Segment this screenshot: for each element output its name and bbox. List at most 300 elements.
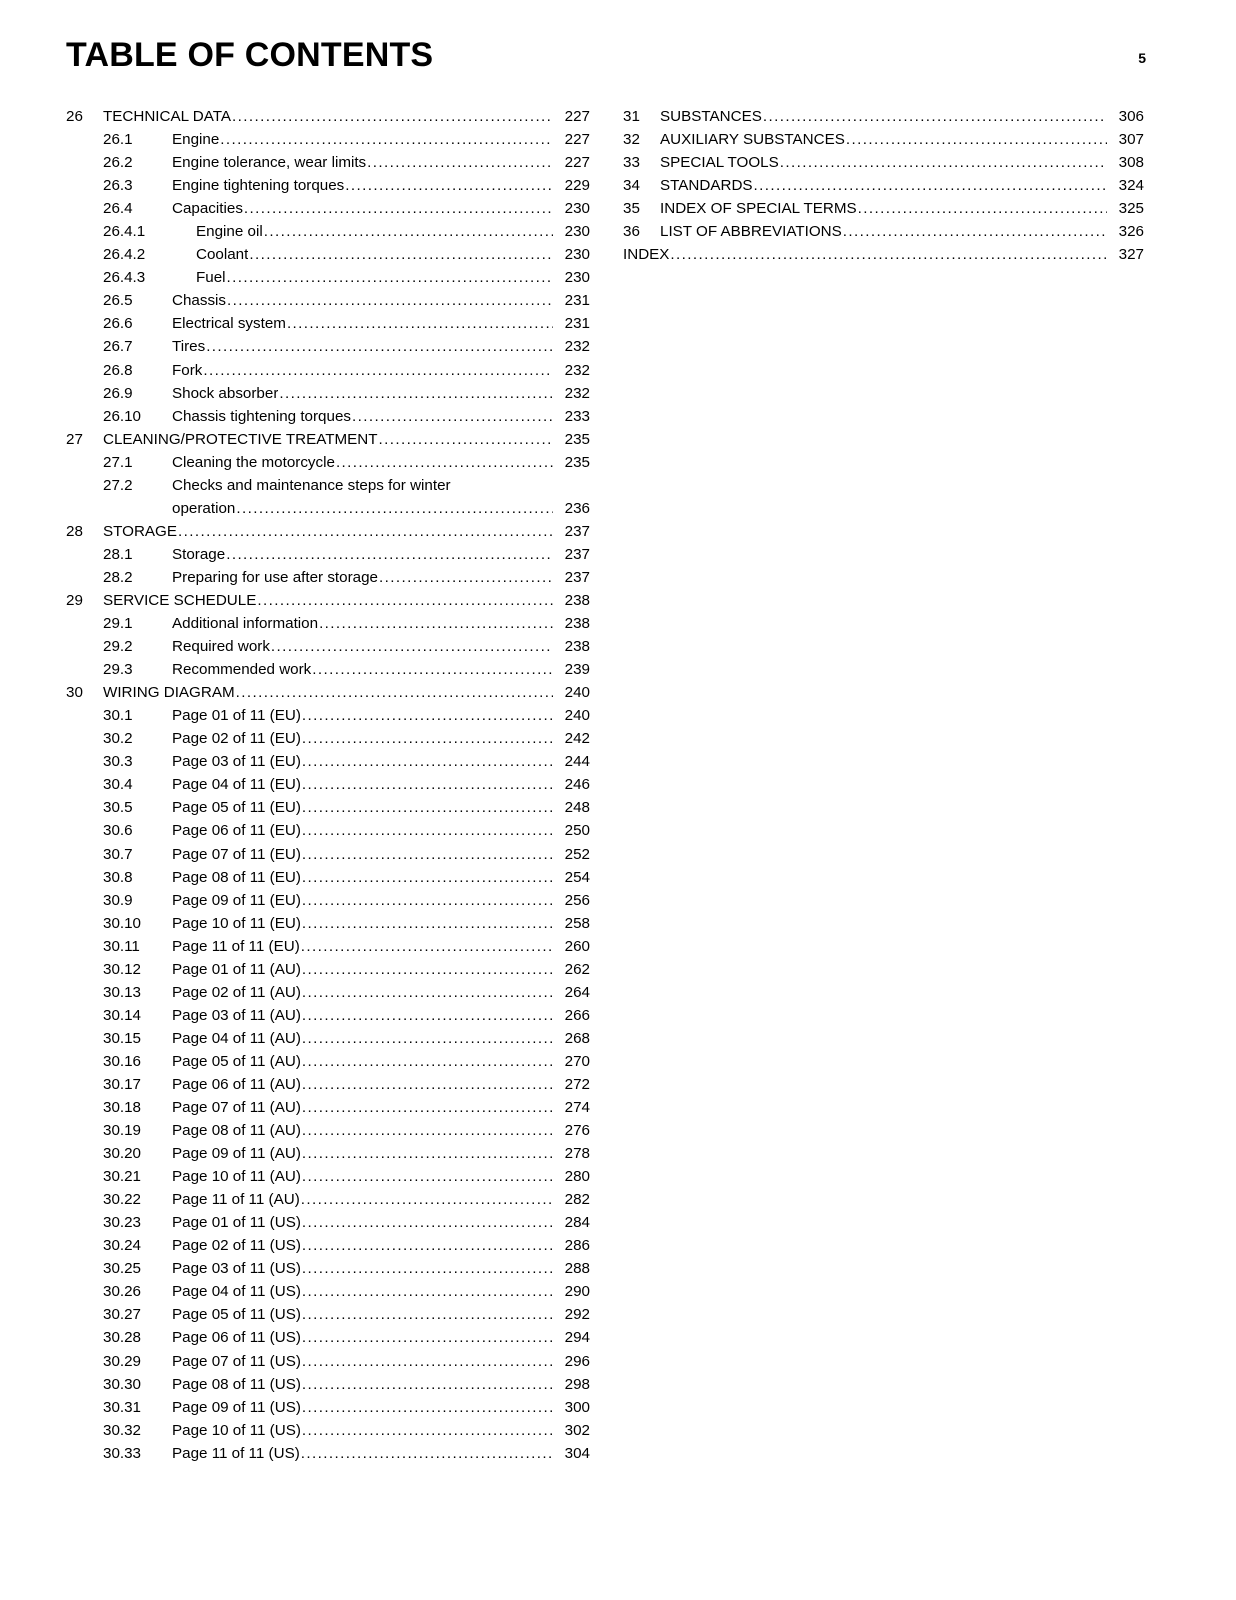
dot-leader	[302, 1419, 553, 1442]
toc-entry[interactable]	[66, 359, 590, 382]
toc-entry-page: 256	[564, 891, 590, 909]
toc-entry-number: 26.1	[103, 131, 133, 149]
toc-entry-body	[172, 359, 590, 382]
dot-leader	[279, 382, 553, 405]
dot-leader	[754, 174, 1107, 197]
toc-entry[interactable]	[66, 635, 590, 658]
toc-entry-page: 232	[564, 338, 590, 356]
toc-entry[interactable]	[623, 105, 1144, 128]
toc-entry-body	[172, 128, 590, 151]
toc-entry-number: 28.1	[103, 545, 133, 563]
toc-entry-label: SPECIAL TOOLS	[660, 154, 779, 172]
dot-leader	[302, 1004, 553, 1027]
toc-entry[interactable]	[66, 1280, 590, 1303]
toc-entry-body	[172, 912, 590, 935]
toc-entry[interactable]	[66, 1419, 590, 1442]
toc-entry-page: 286	[564, 1237, 590, 1255]
toc-entry-page: 308	[1118, 154, 1144, 172]
dot-leader	[312, 658, 553, 681]
toc-entry-number: 30.18	[103, 1099, 142, 1117]
dot-leader	[257, 589, 553, 612]
toc-entry-label: Page 09 of 11 (AU)	[172, 1145, 301, 1163]
toc-entry-body	[172, 843, 590, 866]
toc-entry-body	[172, 889, 590, 912]
toc-entry-label: Engine tightening torques	[172, 177, 345, 195]
dot-leader	[302, 912, 553, 935]
toc-entry[interactable]	[66, 1257, 590, 1280]
toc-entry-number: 30.29	[103, 1352, 142, 1370]
toc-entry-page: 230	[564, 223, 590, 241]
toc-entry-body	[172, 1373, 590, 1396]
toc-entry[interactable]	[66, 1303, 590, 1326]
toc-entry-body	[172, 866, 590, 889]
toc-entry-number: 30.26	[103, 1283, 142, 1301]
toc-entry-label: WIRING DIAGRAM	[103, 684, 235, 702]
toc-entry-label: Tires	[172, 338, 206, 356]
dot-leader	[302, 1142, 553, 1165]
toc-entry-number: 26.4.2	[103, 246, 146, 264]
toc-entry-number: 27.2	[103, 476, 133, 494]
dot-leader	[232, 105, 553, 128]
toc-entry[interactable]	[66, 197, 590, 220]
toc-entry-body	[103, 589, 590, 612]
toc-entry-number: 26.6	[103, 315, 133, 333]
toc-entry-body	[172, 1442, 590, 1465]
toc-entry-number: 28	[66, 522, 83, 540]
toc-entry-number: 30.3	[103, 753, 133, 771]
toc-entry-page: 307	[1118, 131, 1144, 149]
dot-leader	[302, 773, 553, 796]
toc-entry-number: 27	[66, 430, 83, 448]
toc-entry-body	[172, 151, 590, 174]
toc-entry-body	[103, 105, 590, 128]
toc-entry-page: 324	[1118, 177, 1144, 195]
toc-entry-page: 290	[564, 1283, 590, 1301]
toc-entry[interactable]	[66, 1073, 590, 1096]
toc-entry-number: 30.13	[103, 983, 142, 1001]
toc-entry-body	[172, 796, 590, 819]
toc-entry[interactable]	[66, 266, 590, 289]
toc-entry-page: 304	[564, 1444, 590, 1462]
toc-entry-page: 232	[564, 361, 590, 379]
toc-entry[interactable]	[66, 1396, 590, 1419]
toc-entry[interactable]	[66, 105, 590, 128]
toc-entry-label: Page 04 of 11 (EU)	[172, 776, 301, 794]
dot-leader	[858, 197, 1107, 220]
toc-entry-number: 30.8	[103, 868, 133, 886]
toc-entry-label: Page 10 of 11 (AU)	[172, 1168, 301, 1186]
dot-leader	[302, 796, 553, 819]
toc-entry[interactable]	[66, 796, 590, 819]
dot-leader	[302, 727, 553, 750]
toc-entry-page: 292	[564, 1306, 590, 1324]
toc-entry-number: 30.4	[103, 776, 133, 794]
toc-entry[interactable]	[66, 1004, 590, 1027]
toc-entry-number: 29.1	[103, 615, 133, 633]
toc-entry-label: Page 06 of 11 (US)	[172, 1329, 301, 1347]
dot-leader	[302, 1073, 553, 1096]
toc-entry-body	[172, 935, 590, 958]
dot-leader	[302, 1050, 553, 1073]
toc-entry-number: 30.15	[103, 1029, 142, 1047]
toc-entry-label: Chassis	[172, 292, 227, 310]
toc-entry[interactable]	[66, 566, 590, 589]
toc-entry-body	[660, 128, 1144, 151]
toc-entry[interactable]	[66, 1027, 590, 1050]
toc-entry-page: 272	[564, 1075, 590, 1093]
toc-entry-number: 30.17	[103, 1075, 142, 1093]
toc-entry-page: 237	[564, 568, 590, 586]
toc-entry[interactable]	[66, 243, 590, 266]
toc-entry-page: 233	[564, 407, 590, 425]
dot-leader	[301, 1188, 553, 1211]
toc-entry-page: 260	[564, 937, 590, 955]
toc-entry[interactable]	[66, 612, 590, 635]
toc-entry-label: Recommended work	[172, 661, 312, 679]
toc-entry[interactable]	[66, 773, 590, 796]
toc-entry-label: Engine tolerance, wear limits	[172, 154, 367, 172]
toc-entry-number: 26.3	[103, 177, 133, 195]
toc-entry-label: Page 02 of 11 (US)	[172, 1237, 301, 1255]
toc-entry[interactable]	[66, 289, 590, 312]
toc-entry[interactable]	[66, 520, 590, 543]
dot-leader	[379, 566, 553, 589]
toc-entry-page: 276	[564, 1122, 590, 1140]
toc-entry-body	[172, 1050, 590, 1073]
toc-entry-page: 270	[564, 1052, 590, 1070]
toc-entry-body	[172, 819, 590, 842]
toc-entry-body	[103, 520, 590, 543]
toc-entry[interactable]	[66, 1373, 590, 1396]
toc-entry[interactable]	[66, 658, 590, 681]
toc-entry-body	[196, 266, 590, 289]
toc-entry-page: 244	[564, 753, 590, 771]
toc-entry[interactable]	[66, 1165, 590, 1188]
toc-entry[interactable]	[66, 151, 590, 174]
toc-entry-body	[172, 1188, 590, 1211]
toc-entry-body	[172, 174, 590, 197]
toc-entry-label: Shock absorber	[172, 384, 279, 402]
toc-entry-number: 30.6	[103, 822, 133, 840]
toc-entry-page: 242	[564, 730, 590, 748]
toc-entry-label: Page 03 of 11 (AU)	[172, 1006, 301, 1024]
toc-entry-body	[172, 1234, 590, 1257]
toc-entry-body	[172, 335, 590, 358]
toc-entry[interactable]	[66, 428, 590, 451]
dot-leader	[302, 889, 553, 912]
dot-leader	[319, 612, 553, 635]
dot-leader	[220, 128, 553, 151]
toc-entry-body	[172, 451, 590, 474]
toc-entry-label: Page 07 of 11 (EU)	[172, 845, 301, 863]
toc-entry[interactable]	[66, 312, 590, 335]
toc-entry-page: 246	[564, 776, 590, 794]
toc-entry-page: 264	[564, 983, 590, 1001]
toc-entry-body	[172, 1073, 590, 1096]
toc-entry[interactable]	[66, 1350, 590, 1373]
toc-entry-number: 30.32	[103, 1421, 142, 1439]
toc-entry-page: 325	[1118, 200, 1144, 218]
toc-entry-body	[172, 958, 590, 981]
toc-entry-label: STORAGE	[103, 522, 177, 540]
dot-leader	[302, 1257, 553, 1280]
dot-leader	[302, 1373, 553, 1396]
toc-entry-body	[172, 382, 590, 405]
dot-leader	[244, 197, 553, 220]
toc-entry-body	[172, 1096, 590, 1119]
toc-entry-label: Checks and maintenance steps for winter	[172, 476, 451, 494]
toc-entry[interactable]	[623, 197, 1144, 220]
toc-entry[interactable]	[66, 220, 590, 243]
toc-entry[interactable]	[66, 589, 590, 612]
dot-leader	[302, 866, 553, 889]
toc-entry[interactable]	[66, 1119, 590, 1142]
toc-entry[interactable]	[66, 1142, 590, 1165]
toc-entry-page: 302	[564, 1421, 590, 1439]
toc-entry-number: 30.11	[103, 937, 140, 955]
dot-leader	[302, 958, 553, 981]
toc-entry-body	[172, 704, 590, 727]
toc-entry-page: 238	[564, 591, 590, 609]
toc-entry[interactable]	[66, 1188, 590, 1211]
toc-entry-body	[172, 289, 590, 312]
toc-entry-label: Page 01 of 11 (EU)	[172, 707, 301, 725]
toc-entry-page: 258	[564, 914, 590, 932]
toc-entry[interactable]	[623, 151, 1144, 174]
dot-leader	[236, 497, 553, 520]
toc-entry[interactable]	[623, 243, 1144, 266]
toc-entry-number: 30	[66, 684, 83, 702]
dot-leader	[302, 1350, 553, 1373]
toc-entry[interactable]	[66, 958, 590, 981]
toc-entry-number: 30.28	[103, 1329, 142, 1347]
toc-entry[interactable]	[66, 174, 590, 197]
toc-entry-number: 33	[623, 154, 640, 172]
toc-entry-label: LIST OF ABBREVIATIONS	[660, 223, 842, 241]
toc-entry[interactable]	[66, 981, 590, 1004]
toc-entry-label: Page 05 of 11 (US)	[172, 1306, 301, 1324]
toc-entry-page: 266	[564, 1006, 590, 1024]
toc-entry-label: INDEX	[623, 246, 670, 264]
toc-entry-number: 26.4	[103, 200, 133, 218]
toc-entry-label: Page 05 of 11 (AU)	[172, 1052, 301, 1070]
page-title: TABLE OF CONTENTS	[66, 36, 434, 74]
toc-entry-label: TECHNICAL DATA	[103, 108, 231, 125]
toc-entry-page: 250	[564, 822, 590, 840]
toc-entry[interactable]	[623, 128, 1144, 151]
toc-entry-label-continued: operation	[172, 499, 236, 517]
toc-entry-label: Page 08 of 11 (US)	[172, 1375, 301, 1393]
toc-entry-body	[196, 220, 590, 243]
toc-entry-number: 30.22	[103, 1191, 142, 1209]
toc-entry-body	[172, 1165, 590, 1188]
dot-leader	[302, 843, 553, 866]
toc-entry-body	[172, 1303, 590, 1326]
dot-leader	[352, 405, 553, 428]
toc-entry-label: SUBSTANCES	[660, 108, 762, 125]
toc-entry-number: 29.3	[103, 661, 133, 679]
toc-entry[interactable]	[66, 843, 590, 866]
toc-entry-label: Page 02 of 11 (AU)	[172, 983, 301, 1001]
toc-entry-body	[172, 1027, 590, 1050]
toc-entry-label: Fuel	[196, 269, 226, 287]
toc-entry-number: 26.4.1	[103, 223, 146, 241]
toc-entry-label: Page 08 of 11 (EU)	[172, 868, 301, 886]
toc-entry[interactable]	[66, 819, 590, 842]
toc-entry-page: 230	[564, 269, 590, 287]
toc-entry-page: 231	[564, 315, 590, 333]
dot-leader	[302, 1396, 553, 1419]
toc-entry-label: Electrical system	[172, 315, 286, 333]
toc-entry[interactable]	[66, 1234, 590, 1257]
toc-entry-number: 30.12	[103, 960, 142, 978]
toc-entry-label: Page 04 of 11 (AU)	[172, 1029, 301, 1047]
toc-column-right	[623, 105, 1144, 266]
toc-entry-number: 30.5	[103, 799, 133, 817]
toc-entry-number: 26.9	[103, 384, 133, 402]
toc-entry[interactable]	[66, 889, 590, 912]
dot-leader	[227, 266, 553, 289]
dot-leader	[249, 243, 553, 266]
toc-entry[interactable]	[66, 750, 590, 773]
toc-entry[interactable]	[66, 405, 590, 428]
toc-entry-page: 296	[564, 1352, 590, 1370]
toc-entry-label: AUXILIARY SUBSTANCES	[660, 131, 845, 149]
toc-entry-page: 236	[564, 499, 590, 517]
toc-entry[interactable]	[66, 128, 590, 151]
toc-entry-label: Page 07 of 11 (AU)	[172, 1099, 301, 1117]
toc-entry-number: 30.21	[103, 1168, 142, 1186]
toc-entry[interactable]	[623, 174, 1144, 197]
toc-entry-body	[172, 1004, 590, 1027]
toc-entry-body	[172, 405, 590, 428]
toc-entry-body	[172, 773, 590, 796]
dot-leader	[178, 520, 553, 543]
toc-entry-label: Page 03 of 11 (EU)	[172, 753, 301, 771]
toc-entry-label: Page 09 of 11 (US)	[172, 1398, 301, 1416]
dot-leader	[302, 1280, 553, 1303]
dot-leader	[846, 128, 1107, 151]
toc-entry-body	[660, 174, 1144, 197]
toc-entry-number: 30.7	[103, 845, 133, 863]
toc-entry-body	[172, 1419, 590, 1442]
toc-entry-label: Storage	[172, 545, 226, 563]
toc-entry-page: 284	[564, 1214, 590, 1232]
toc-entry-body	[103, 428, 590, 451]
toc-entry-label: Page 08 of 11 (AU)	[172, 1122, 301, 1140]
dot-leader	[264, 220, 553, 243]
toc-entry-number: 30.2	[103, 730, 133, 748]
toc-entry-body	[660, 105, 1144, 128]
dot-leader	[302, 1027, 553, 1050]
toc-entry-number: 30.19	[103, 1122, 142, 1140]
toc-entry-number: 30.16	[103, 1052, 142, 1070]
toc-entry-label: Fork	[172, 361, 203, 379]
toc-entry-page: 240	[564, 684, 590, 702]
toc-entry-page: 252	[564, 845, 590, 863]
toc-entry[interactable]	[66, 1050, 590, 1073]
toc-entry-label: Coolant	[196, 246, 249, 264]
toc-entry-page: 235	[564, 430, 590, 448]
toc-entry-label: Engine oil	[196, 223, 263, 241]
dot-leader	[379, 428, 553, 451]
toc-entry-number: 30.9	[103, 891, 133, 909]
toc-entry-body	[172, 1326, 590, 1349]
toc-entry-number: 34	[623, 177, 640, 195]
toc-entry-body	[172, 1280, 590, 1303]
toc-entry-body	[172, 1142, 590, 1165]
toc-entry[interactable]	[66, 1096, 590, 1119]
toc-entry[interactable]	[66, 866, 590, 889]
toc-entry-label: Page 02 of 11 (EU)	[172, 730, 301, 748]
toc-entry-body	[172, 1350, 590, 1373]
toc-entry-number: 35	[623, 200, 640, 218]
toc-entry[interactable]	[66, 912, 590, 935]
toc-entry[interactable]	[66, 451, 590, 474]
toc-entry-page: 227	[564, 154, 590, 172]
toc-entry-page: 235	[564, 453, 590, 471]
dot-leader	[302, 1165, 553, 1188]
toc-entry-page: 232	[564, 384, 590, 402]
toc-entry[interactable]	[66, 335, 590, 358]
toc-entry-number: 31	[623, 108, 640, 125]
toc-entry[interactable]	[66, 382, 590, 405]
toc-entry[interactable]	[66, 543, 590, 566]
dot-leader	[302, 704, 553, 727]
dot-leader	[226, 543, 553, 566]
dot-leader	[670, 243, 1107, 266]
toc-entry-label: INDEX OF SPECIAL TERMS	[660, 200, 857, 218]
toc-entry[interactable]	[66, 704, 590, 727]
toc-entry-label: STANDARDS	[660, 177, 753, 195]
toc-entry-number: 27.1	[103, 453, 133, 471]
toc-entry[interactable]	[623, 220, 1144, 243]
dot-leader	[763, 105, 1107, 128]
dot-leader	[302, 1119, 553, 1142]
toc-entry-label: Page 11 of 11 (EU)	[172, 937, 300, 955]
toc-entry-body	[172, 1257, 590, 1280]
toc-entry-page: 300	[564, 1398, 590, 1416]
toc-entry[interactable]	[66, 935, 590, 958]
dot-leader	[302, 1303, 553, 1326]
toc-entry-number: 30.31	[103, 1398, 142, 1416]
toc-entry-number: 30.1	[103, 707, 133, 725]
toc-entry-body	[196, 243, 590, 266]
dot-leader	[302, 1211, 553, 1234]
toc-entry[interactable]	[66, 727, 590, 750]
toc-entry[interactable]	[66, 1442, 590, 1465]
toc-entry-page: 262	[564, 960, 590, 978]
toc-entry-page: 231	[564, 292, 590, 310]
toc-entry-number: 26	[66, 108, 83, 125]
toc-entry-label: Page 09 of 11 (EU)	[172, 891, 301, 909]
toc-entry-body	[660, 220, 1144, 243]
toc-entry[interactable]	[66, 474, 590, 520]
toc-entry-page: 240	[564, 707, 590, 725]
dot-leader	[227, 289, 553, 312]
toc-entry[interactable]	[66, 1211, 590, 1234]
toc-entry-number: 26.7	[103, 338, 133, 356]
dot-leader	[302, 819, 553, 842]
toc-entry-label: Page 06 of 11 (EU)	[172, 822, 301, 840]
toc-entry-number: 30.33	[103, 1444, 142, 1462]
toc-entry[interactable]	[66, 681, 590, 704]
toc-entry-page: 274	[564, 1099, 590, 1117]
toc-entry-label: CLEANING/PROTECTIVE TREATMENT	[103, 430, 378, 448]
toc-entry-page: 230	[564, 200, 590, 218]
toc-entry[interactable]	[66, 1326, 590, 1349]
toc-entry-label: Cleaning the motorcycle	[172, 453, 335, 471]
